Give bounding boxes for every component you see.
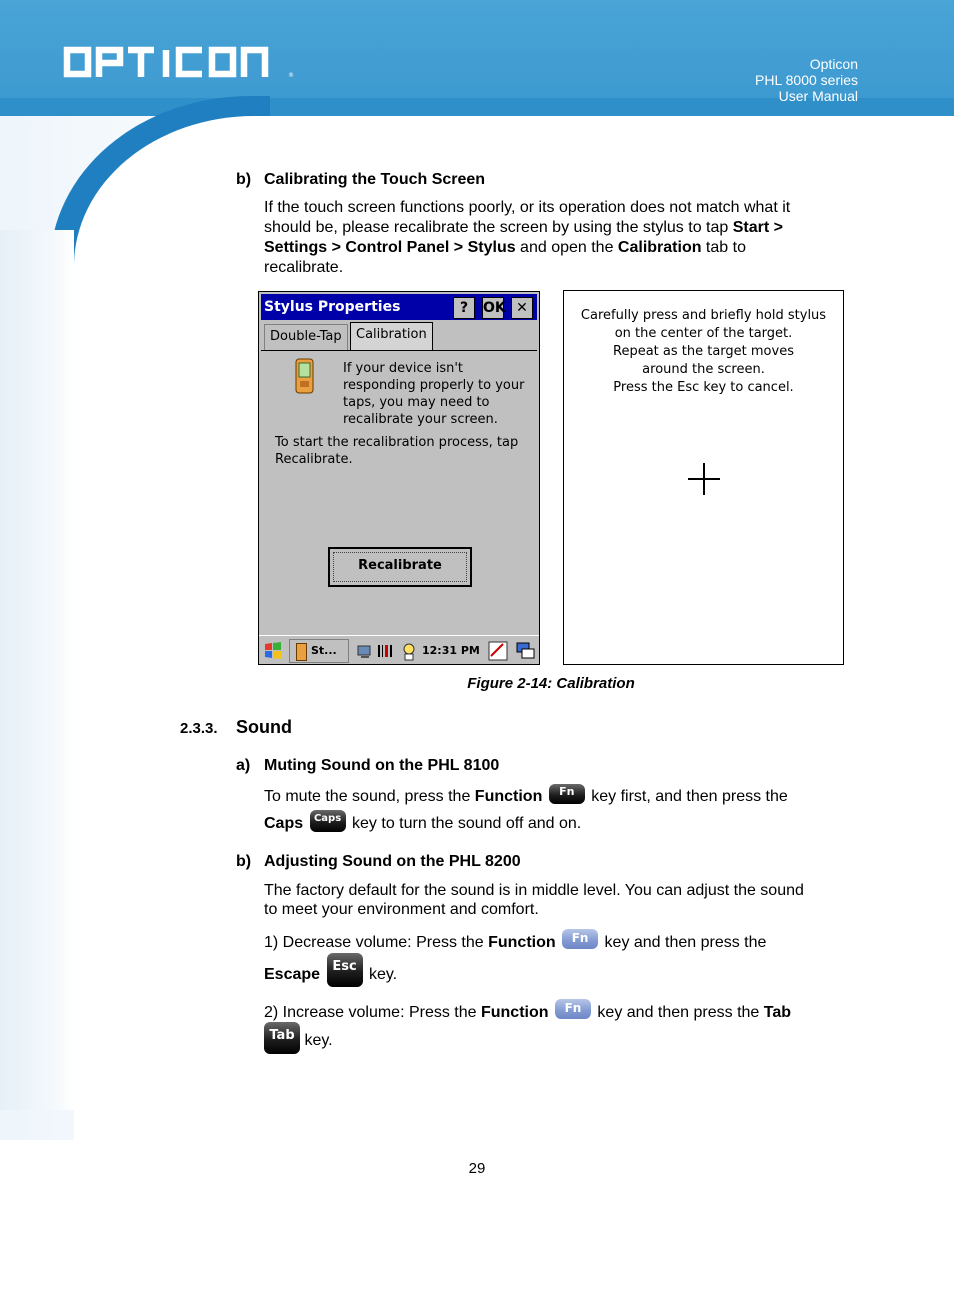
step-text: key and then press the [600, 934, 767, 951]
network-icon[interactable] [355, 642, 375, 662]
svg-text:®: ® [288, 72, 294, 78]
para-text: and open the [515, 239, 618, 256]
step-bold: Function [480, 1004, 549, 1021]
decrease-volume-step-cont [264, 953, 854, 997]
opticon-logo [62, 46, 294, 78]
calibration-paragraph [264, 198, 854, 278]
adjusting-title: Adjusting Sound on the PHL 8200 [264, 853, 521, 870]
para-line: The factory default for the sound is in middle level. You can adjust the sound [264, 882, 804, 899]
para-text: should be, please recalibrate the screen by using the stylus to tap [264, 219, 733, 236]
para-bold: Caps [264, 815, 304, 833]
adjusting-paragraph [264, 881, 854, 919]
para-text: key to turn the sound off and on. [347, 815, 582, 833]
step-text: key and then press the [592, 1004, 764, 1021]
start-line: Recalibrate. [275, 452, 353, 467]
para-line [264, 218, 854, 238]
para-bold: Calibration [617, 239, 702, 256]
para-line [264, 810, 854, 838]
calibration-instructions [564, 307, 843, 397]
stylus-properties-screenshot [258, 291, 540, 665]
para-text: To mute the sound, press the [264, 788, 475, 806]
info-line: responding properly to your [343, 378, 525, 393]
taskbar-clock[interactable]: 12:31 PM [422, 644, 480, 657]
para-line: to meet your environment and comfort. [264, 901, 539, 918]
section-number: 2.3.3. [180, 720, 218, 737]
muting-label: a) [236, 757, 251, 774]
calibration-screen-screenshot [563, 290, 844, 665]
instruction-line: Carefully press and briefly hold stylus [580, 308, 827, 323]
muting-title: Muting Sound on the PHL 8100 [264, 757, 500, 774]
caps-key-icon: Caps [310, 810, 346, 832]
section-b-label: b) [236, 171, 252, 188]
info-text [343, 360, 524, 428]
start-line: To start the recalibration process, tap [275, 435, 519, 450]
increase-volume-step-cont [264, 1022, 854, 1060]
battery-icon[interactable] [399, 642, 419, 662]
input-panel-icon[interactable] [487, 640, 509, 662]
close-button[interactable]: ✕ [511, 297, 533, 319]
crosshair-target-icon[interactable] [688, 463, 720, 495]
muting-paragraph [264, 784, 854, 838]
info-line: If your device isn't [343, 361, 464, 376]
para-bold: Settings > Control Panel > Stylus [264, 239, 516, 256]
step-text: 2) Increase volume: Press the [264, 1004, 481, 1021]
info-line: recalibrate your screen. [343, 412, 498, 427]
section-title: Sound [236, 717, 292, 737]
tab-double-tap[interactable]: Double-Tap [264, 324, 348, 350]
calibration-panel [261, 350, 537, 633]
para-line: recalibrate. [264, 259, 344, 276]
page-number: 29 [468, 1160, 486, 1177]
header-company: Opticon [809, 56, 858, 72]
header-doc-type: User Manual [778, 88, 858, 104]
para-bold: Function [474, 788, 543, 806]
windows-start-icon[interactable] [262, 640, 284, 662]
step-bold: Function [488, 934, 556, 951]
para-text: tab to [701, 239, 746, 256]
left-margin-fade [0, 230, 74, 1110]
para-line [264, 784, 854, 810]
ok-button[interactable]: OK [482, 297, 504, 319]
desktop-icon[interactable] [515, 640, 537, 662]
instruction-line: Repeat as the target moves [613, 344, 794, 359]
fn-key-icon: Fn [562, 929, 598, 949]
tab-key-icon: Tab [264, 1022, 300, 1054]
step-text: key. [364, 966, 398, 984]
esc-key-icon: Esc [327, 953, 363, 987]
para-line [264, 238, 854, 258]
fn-key-icon: Fn [549, 784, 585, 804]
para-bold: Start > [732, 219, 783, 236]
fn-key-icon: Fn [555, 999, 591, 1019]
step-text: 1) Decrease volume: Press the [264, 934, 489, 951]
step-bold: Escape [264, 966, 321, 984]
tab-calibration[interactable]: Calibration [350, 322, 433, 351]
recalibrate-button[interactable]: Recalibrate [328, 547, 472, 587]
taskbar [259, 635, 540, 665]
pda-device-icon [293, 357, 317, 397]
adjusting-label: b) [236, 853, 252, 870]
instruction-line: on the center of the target. [614, 326, 793, 341]
header-product: PHL 8000 series [755, 72, 858, 88]
barcode-icon[interactable] [377, 643, 395, 659]
instruction-line: Press the Esc key to cancel. [613, 380, 794, 395]
title-bar [261, 294, 537, 320]
info-line: taps, you may need to [343, 395, 490, 410]
step-text: key. [300, 1032, 333, 1050]
para-line: If the touch screen functions poorly, or its operation does not match what it [264, 199, 791, 216]
instruction-line: around the screen. [642, 362, 765, 377]
figure-caption: Figure 2-14: Calibration [467, 675, 635, 692]
taskbar-start-item[interactable] [289, 639, 349, 663]
header-info [755, 56, 858, 104]
help-button[interactable]: ? [453, 297, 475, 319]
window-title: Stylus Properties [264, 299, 401, 315]
start-text [275, 434, 518, 468]
step-bold: Tab [763, 1004, 792, 1021]
para-text: key first, and then press the [586, 788, 788, 806]
section-b-title: Calibrating the Touch Screen [264, 171, 486, 188]
pda-small-icon [296, 643, 307, 661]
taskbar-item-label: St... [311, 644, 337, 657]
